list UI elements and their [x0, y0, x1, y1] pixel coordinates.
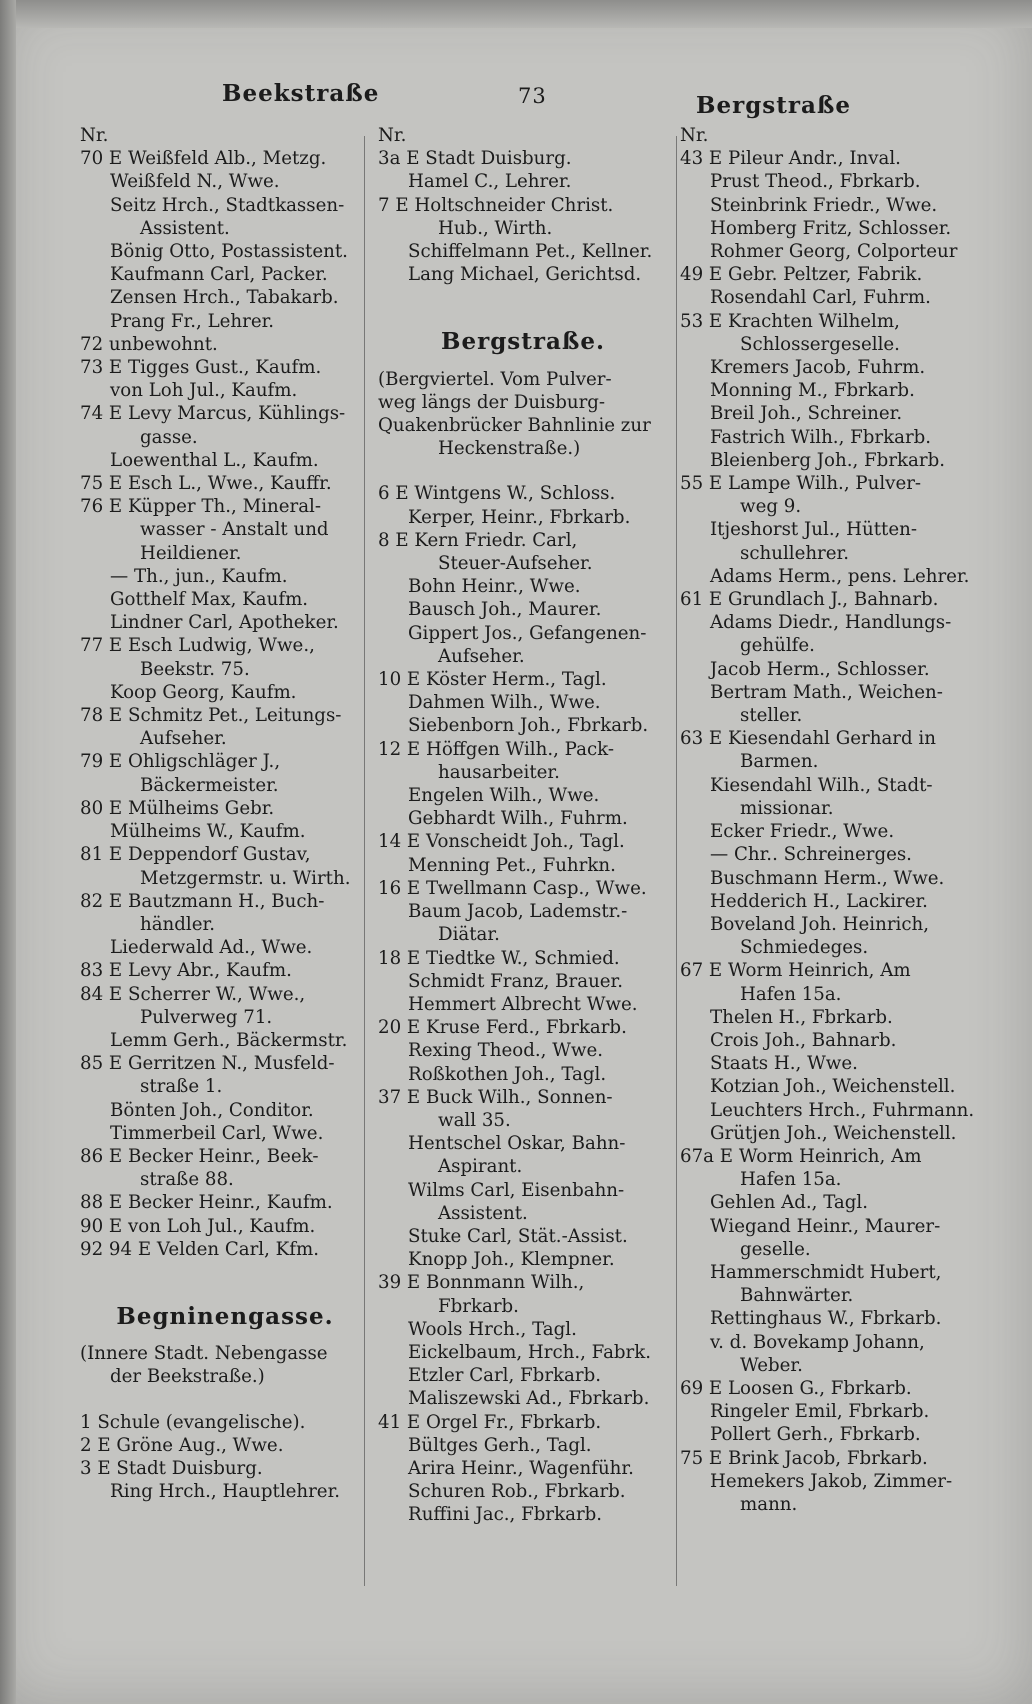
entry-line: Bohn Heinr., Wwe. [408, 576, 581, 598]
entry-line: Ruffini Jac., Fbrkarb. [408, 1504, 603, 1526]
entry-line: Schmiedeges. [740, 937, 869, 959]
entry-line: 18 E Tiedtke W., Schmied. [378, 947, 620, 969]
entry-line: Leuchters Hrch., Fuhrmann. [710, 1099, 975, 1121]
entry-line: Thelen H., Fbrkarb. [710, 1006, 893, 1028]
entry-line: Siebenborn Joh., Fbrkarb. [408, 715, 649, 737]
entry-line: v. d. Bovekamp Johann, [710, 1331, 925, 1353]
entry-line: Quakenbrücker Bahnlinie zur [378, 415, 651, 437]
entry-line: Metzgermstr. u. Wirth. [140, 867, 351, 889]
entry-line: Bertram Math., Weichen- [710, 681, 943, 703]
entry-line: mann. [740, 1493, 798, 1515]
entry-line: hausarbeiter. [438, 761, 560, 783]
page-number: 73 [518, 84, 547, 108]
entry-line: 1 Schule (evangelische). [80, 1411, 306, 1433]
entry-line: 2 E Gröne Aug., Wwe. [80, 1434, 284, 1456]
entry-line: Bleienberg Joh., Fbrkarb. [710, 449, 945, 471]
running-header-left: Beekstraße [222, 80, 380, 107]
entry-line: 82 E Bautzmann H., Buch- [80, 890, 325, 912]
entry-line: Timmerbeil Carl, Wwe. [110, 1122, 324, 1144]
entry-line: Wilms Carl, Eisenbahn- [408, 1179, 625, 1201]
column-right [680, 124, 975, 1516]
entry-line: Rosendahl Carl, Fuhrm. [710, 287, 931, 309]
column-left [80, 124, 370, 1503]
entry-line: Hemmert Albrecht Wwe. [408, 993, 638, 1015]
entry-line: 39 E Bonnmann Wilh., [378, 1272, 585, 1294]
column-rule [676, 136, 677, 1586]
entry-line: Lindner Carl, Apotheker. [110, 612, 339, 634]
entry-line: Breil Joh., Schreiner. [710, 403, 903, 425]
entry-line: 72 unbewohnt. [80, 333, 218, 355]
entry-line: Rexing Theod., Wwe. [408, 1040, 604, 1062]
entry-line: Fbrkarb. [438, 1295, 519, 1317]
entry-line: Lemm Gerh., Bäckermstr. [110, 1029, 348, 1051]
entry-line: Stuke Carl, Stät.-Assist. [408, 1225, 628, 1247]
entry-line: Assistent. [438, 1202, 528, 1224]
entry-line: Steuer-Aufseher. [438, 553, 593, 575]
entry-line: Loewenthal L., Kaufm. [110, 449, 319, 471]
entry-line: wasser - Anstalt und [140, 519, 329, 541]
entry-line: steller. [740, 705, 803, 727]
entry-line: Roßkothen Joh., Tagl. [408, 1063, 607, 1085]
entry-line: Schuren Rob., Fbrkarb. [408, 1481, 626, 1503]
spacer [80, 1261, 370, 1283]
entry-line: Ringeler Emil, Fbrkarb. [710, 1401, 930, 1423]
section-title: Bergstraße. [441, 328, 605, 356]
entry-line: 16 E Twellmann Casp., Wwe. [378, 877, 647, 899]
entry-line: 85 E Gerritzen N., Musfeld- [80, 1053, 335, 1075]
entry-line: Mülheims W., Kaufm. [110, 821, 306, 843]
entry-line: 14 E Vonscheidt Joh., Tagl. [378, 831, 625, 853]
entry-line: Engelen Wilh., Wwe. [408, 785, 600, 807]
entry-line: Wiegand Heinr., Maurer- [710, 1215, 941, 1237]
page-edge-top [10, 0, 1032, 28]
entry-line: missionar. [740, 797, 834, 819]
entry-line: Liederwald Ad., Wwe. [110, 937, 313, 959]
entry-line: Gehlen Ad., Tagl. [710, 1192, 869, 1214]
entry-line: (Bergviertel. Vom Pulver- [378, 368, 612, 390]
entry-line: Assistent. [140, 217, 230, 239]
entry-line: Baum Jacob, Lademstr.- [408, 901, 628, 923]
entry-line: Pulverweg 71. [140, 1006, 273, 1028]
entry-line: Lang Michael, Gerichtsd. [408, 264, 642, 286]
entry-line: Zensen Hrch., Tabakarb. [110, 287, 339, 309]
entry-line: Gebhardt Wilh., Fuhrm. [408, 808, 628, 830]
entry-line: Schmidt Franz, Brauer. [408, 970, 624, 992]
entry-line: Bültges Gerh., Tagl. [408, 1434, 592, 1456]
entry-line: Bausch Joh., Maurer. [408, 599, 602, 621]
entry-line: Hedderich H., Lackirer. [710, 890, 928, 912]
entry-line: schullehrer. [740, 542, 849, 564]
entry-line: 70 E Weißfeld Alb., Metzg. [80, 148, 327, 170]
entry-line: wall 35. [438, 1109, 511, 1131]
entry-line: Etzler Carl, Fbrkarb. [408, 1365, 601, 1387]
entry-line: 53 E Krachten Wilhelm, [680, 310, 900, 332]
entry-line: Arira Heinr., Wagenführ. [408, 1457, 634, 1479]
entry-line: 79 E Ohligschläger J., [80, 751, 281, 773]
entry-line: Barmen. [740, 751, 819, 773]
entry-line: Ring Hrch., Hauptlehrer. [110, 1481, 341, 1503]
entry-line: Hammerschmidt Hubert, [710, 1261, 942, 1283]
column-middle [378, 124, 668, 1527]
entry-line: Eickelbaum, Hrch., Fabrk. [408, 1341, 652, 1363]
entry-line: Bönig Otto, Postassistent. [110, 241, 348, 263]
entry-line: 77 E Esch Ludwig, Wwe., [80, 635, 315, 657]
entry-line: Itjeshorst Jul., Hütten- [710, 519, 917, 541]
entry-line: weg längs der Duisburg- [378, 391, 606, 413]
entry-line: Steinbrink Friedr., Wwe. [710, 194, 938, 216]
entry-line: Staats H., Wwe. [710, 1053, 858, 1075]
entry-line: Nr. [680, 125, 709, 146]
entry-line: geselle. [740, 1238, 811, 1260]
entry-line: gasse. [140, 426, 198, 448]
entry-line: Grütjen Joh., Weichenstell. [710, 1122, 957, 1144]
running-header-right: Bergstraße [696, 92, 851, 119]
section-title: Begninengasse. [116, 1302, 334, 1330]
entry-line: 7 E Holtschneider Christ. [378, 194, 614, 216]
entry-line: Boveland Joh. Heinrich, [710, 913, 930, 935]
entry-line: Adams Herm., pens. Lehrer. [710, 565, 970, 587]
entry-line: Heildiener. [140, 542, 242, 564]
entry-line: — Chr.. Schreinerges. [710, 844, 912, 866]
entry-line: Beekstr. 75. [140, 658, 250, 680]
entry-line: Heckenstraße.) [438, 438, 581, 460]
entry-line: Rettinghaus W., Fbrkarb. [710, 1308, 942, 1330]
entry-line: Koop Georg, Kaufm. [110, 681, 297, 703]
entry-line: Bönten Joh., Conditor. [110, 1099, 314, 1121]
entry-line: Jacob Herm., Schlosser. [710, 658, 930, 680]
entry-line: Wools Hrch., Tagl. [408, 1318, 577, 1340]
spacer [378, 460, 668, 482]
entry-line: 81 E Deppendorf Gustav, [80, 844, 311, 866]
entry-line: Nr. [80, 125, 109, 146]
entry-line: Monning M., Fbrkarb. [710, 380, 915, 402]
entry-line: Bäckermeister. [140, 774, 279, 796]
entry-line: händler. [140, 913, 215, 935]
entry-line: Diätar. [438, 924, 500, 946]
entry-line: 41 E Orgel Fr., Fbrkarb. [378, 1411, 602, 1433]
entry-line: — Th., jun., Kaufm. [110, 565, 288, 587]
entry-line: 10 E Köster Herm., Tagl. [378, 669, 607, 691]
entry-line: 78 E Schmitz Pet., Leitungs- [80, 705, 342, 727]
entry-line: Hamel C., Lehrer. [408, 171, 572, 193]
entry-line: 76 E Küpper Th., Mineral- [80, 496, 322, 518]
entry-line: (Innere Stadt. Nebengasse [80, 1343, 328, 1365]
entry-line: Kaufmann Carl, Packer. [110, 264, 328, 286]
entry-line: Buschmann Herm., Wwe. [710, 867, 945, 889]
entry-line: Kiesendahl Wilh., Stadt- [710, 774, 933, 796]
entry-line: Homberg Fritz, Schlosser. [710, 217, 952, 239]
entry-line: 74 E Levy Marcus, Kühlings- [80, 403, 346, 425]
entry-line: 12 E Höffgen Wilh., Pack- [378, 738, 614, 760]
entry-line: 49 E Gebr. Peltzer, Fabrik. [680, 264, 923, 286]
entry-line: Prang Fr., Lehrer. [110, 310, 275, 332]
entry-line: 88 E Becker Heinr., Kaufm. [80, 1192, 333, 1214]
entry-line: Aufseher. [438, 645, 525, 667]
entry-line: gehülfe. [740, 635, 815, 657]
entry-line: Hafen 15a. [740, 1169, 842, 1191]
entry-line: 73 E Tigges Gust., Kaufm. [80, 357, 322, 379]
entry-line: Kremers Jacob, Fuhrm. [710, 357, 926, 379]
spacer [378, 286, 668, 308]
entry-line: 37 E Buck Wilh., Sonnen- [378, 1086, 613, 1108]
entry-line: 86 E Becker Heinr., Beek- [80, 1145, 319, 1167]
entry-line: Weber. [740, 1354, 803, 1376]
entry-line: Prust Theod., Fbrkarb. [710, 171, 921, 193]
entry-line: Gippert Jos., Gefangenen- [408, 622, 647, 644]
entry-line: Pollert Gerh., Fbrkarb. [710, 1424, 921, 1446]
entry-line: straße 1. [140, 1076, 223, 1098]
entry-line: Dahmen Wilh., Wwe. [408, 692, 601, 714]
entry-line: Aspirant. [438, 1156, 523, 1178]
entry-line: Hub., Wirth. [438, 217, 553, 239]
entry-line: 6 E Wintgens W., Schloss. [378, 483, 616, 505]
entry-line: 69 E Loosen G., Fbrkarb. [680, 1377, 912, 1399]
entry-line: Seitz Hrch., Stadtkassen- [110, 194, 345, 216]
entry-line: 83 E Levy Abr., Kaufm. [80, 960, 292, 982]
entry-line: Knopp Joh., Klempner. [408, 1249, 615, 1271]
entry-line: Fastrich Wilh., Fbrkarb. [710, 426, 932, 448]
page-edge-left [0, 0, 16, 1704]
entry-line: Hafen 15a. [740, 983, 842, 1005]
entry-line: 63 E Kiesendahl Gerhard in [680, 728, 936, 750]
entry-line: Schiffelmann Pet., Kellner. [408, 241, 653, 263]
entry-line: von Loh Jul., Kaufm. [110, 380, 298, 402]
entry-line: Crois Joh., Bahnarb. [710, 1029, 897, 1051]
entry-line: 20 E Kruse Ferd., Fbrkarb. [378, 1017, 627, 1039]
entry-line: 80 E Mülheims Gebr. [80, 797, 275, 819]
entry-line: 75 E Brink Jacob, Fbrkarb. [680, 1447, 928, 1469]
entry-line: 75 E Esch L., Wwe., Kauffr. [80, 473, 332, 495]
entry-line: 8 E Kern Friedr. Carl, [378, 529, 578, 551]
entry-line: Maliszewski Ad., Fbrkarb. [408, 1388, 650, 1410]
entry-line: Ecker Friedr., Wwe. [710, 821, 895, 843]
entry-line: straße 88. [140, 1169, 234, 1191]
entry-line: 84 E Scherrer W., Wwe., [80, 983, 306, 1005]
entry-line: 43 E Pileur Andr., Inval. [680, 148, 901, 170]
entry-line: 90 E von Loh Jul., Kaufm. [80, 1215, 316, 1237]
entry-line: Gotthelf Max, Kaufm. [110, 589, 309, 611]
entry-line: Hentschel Oskar, Bahn- [408, 1133, 626, 1155]
entry-line: 92 94 E Velden Carl, Kfm. [80, 1238, 320, 1260]
entry-line: Nr. [378, 125, 407, 146]
entry-line: weg 9. [740, 496, 802, 518]
entry-line: 67a E Worm Heinrich, Am [680, 1145, 922, 1167]
spacer [80, 1389, 370, 1411]
entry-line: Kotzian Joh., Weichenstell. [710, 1076, 956, 1098]
entry-line: 3 E Stadt Duisburg. [80, 1457, 263, 1479]
entry-line: 3a E Stadt Duisburg. [378, 148, 572, 170]
entry-line: Bahnwärter. [740, 1285, 854, 1307]
entry-line: Adams Diedr., Handlungs- [710, 612, 952, 634]
entry-line: Rohmer Georg, Colporteur [710, 241, 958, 263]
entry-line: 55 E Lampe Wilh., Pulver- [680, 473, 922, 495]
entry-line: der Beekstraße.) [110, 1366, 265, 1388]
entry-line: Aufseher. [140, 728, 227, 750]
entry-line: Kerper, Heinr., Fbrkarb. [408, 506, 631, 528]
entry-line: Menning Pet., Fuhrkn. [408, 854, 616, 876]
entry-line: Hemekers Jakob, Zimmer- [710, 1470, 953, 1492]
entry-line: Weißfeld N., Wwe. [110, 171, 280, 193]
entry-line: 67 E Worm Heinrich, Am [680, 960, 911, 982]
entry-line: 61 E Grundlach J., Bahnarb. [680, 589, 939, 611]
entry-line: Schlossergeselle. [740, 333, 900, 355]
